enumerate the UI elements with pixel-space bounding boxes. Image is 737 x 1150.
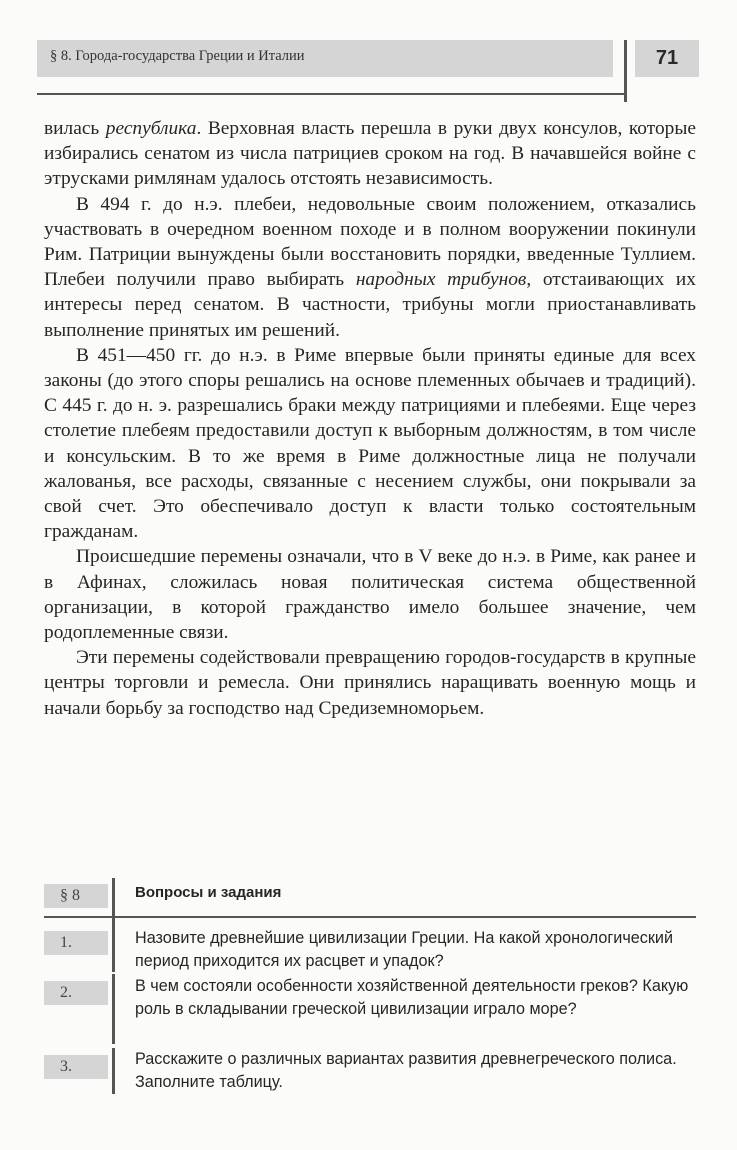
body-text bbox=[44, 116, 696, 721]
term-republic: республика bbox=[105, 118, 197, 139]
header-divider-horizontal bbox=[37, 93, 627, 95]
question-number-2: 2. bbox=[44, 981, 108, 1005]
question-divider-3 bbox=[112, 1048, 115, 1094]
section-label: § 8 bbox=[44, 884, 108, 908]
questions-block bbox=[0, 870, 737, 1110]
paragraph-4: Происшедшие перемены означали, что в V веке до н.э. в Риме, как ранее и в Афинах, сложилась новая политическая система общественной организации, в которой гражданство имело большее значение, чем родоплеменные связи. bbox=[44, 546, 696, 644]
question-text-1: Назовите древнейшие цивилизации Греции. На какой хронологический период приходится их расцвет и упадок? bbox=[135, 929, 674, 970]
paragraph-3: В 451—450 гг. до н.э. в Риме впервые были приняты единые для всех законы (до этого споры решались на основе племенных обычаев и традиций). С 445 г. до н. э. разрешались браки между патрициями и плебеями. Еще через столетие плебеям предоставили доступ к выборным должностям, в том числе и консульским. В то же время в Риме должностные лица не получали жалованья, все расходы, связанные с несением службы, они покрывали за свой счет. Это обеспечивало доступ к власти только состоятельным гражданам. bbox=[44, 344, 696, 543]
question-text-2: В чем состояли особенности хозяйственной деятельности греков? Какую роль в складывании греческой цивилизации играло море? bbox=[135, 977, 689, 1018]
questions-heading: Вопросы и задания bbox=[135, 884, 282, 901]
page-number: 71 bbox=[635, 40, 699, 77]
question-text-3: Расскажите о различных вариантах развития древнегреческого полиса. Заполните таблицу. bbox=[135, 1050, 677, 1091]
paragraph-2: В 494 г. до н.э. плебеи, недовольные своим положением, отказались участвовать в очередном военном походе и в полном вооружении покинули Рим. Патриции вынуждены были восстановить порядки, введенные Туллием. Плебеи получили право выбирать народных трибунов, отстаивающих их интересы перед сенатом. В частности, трибуны могли приостанавливать выполнение принятых им решений. bbox=[44, 193, 696, 341]
questions-divider-horizontal bbox=[44, 916, 696, 918]
question-divider-1 bbox=[112, 926, 115, 972]
question-divider-2 bbox=[112, 974, 115, 1044]
section-title: § 8. Города-государства Греции и Италии bbox=[50, 48, 305, 64]
question-number-3: 3. bbox=[44, 1055, 108, 1079]
questions-divider-vertical bbox=[112, 878, 115, 930]
paragraph-5: Эти перемены содействовали превращению городов-государств в крупные центры торговли и ремесла. Они принялись наращивать военную мощь и начали борьбу за господство над Средиземноморьем. bbox=[44, 647, 696, 719]
term-tribunes: народных трибунов bbox=[355, 269, 527, 291]
paragraph-1: вилась республика. Верховная власть перешла в руки двух консулов, которые избирались сенатом из числа патрициев сроком на год. В начавшейся войне с этрусками римлянам удалось отстоять независимость. bbox=[44, 118, 696, 190]
question-number-1: 1. bbox=[44, 931, 108, 955]
